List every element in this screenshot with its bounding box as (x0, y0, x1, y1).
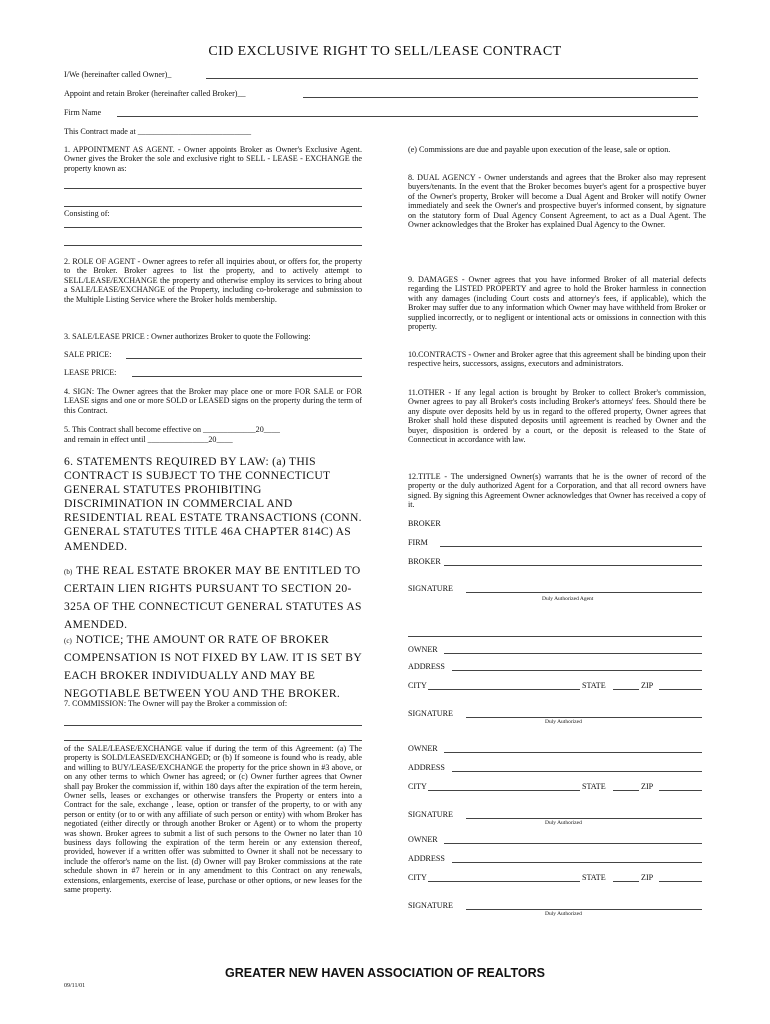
broker-label: BROKER (408, 557, 441, 566)
form-code: 09/11/01 (64, 983, 86, 989)
owner-name-label: I/We (hereinafter called Owner)_ (64, 70, 172, 79)
firm-name-label: Firm Name (64, 108, 102, 117)
section-6a-statements: 6. STATEMENTS REQUIRED BY LAW: (a) THIS CONTRACT IS SUBJECT TO THE CONNECTICUT GENERAL STATUTES PROHIBITING DISCRIMINATION IN COMMERCIAL AND RESIDENTIAL REAL ESTATE TRANSACTIONS (CONN. GENERAL STATUTES TITLE 46A CHAPTER 814C) AS AMENDED. (64, 455, 362, 553)
section-7e-due: (e) Commissions are due and payable upon execution of the lease, sale or option. (408, 145, 671, 154)
owner-3-label: OWNER (408, 835, 438, 844)
owner-name-line[interactable] (206, 78, 698, 79)
owner-3-duly-authorized: Duly Authorized (545, 911, 582, 917)
broker-name-line[interactable] (303, 97, 698, 98)
owner-2-city-label: CITY (408, 782, 427, 791)
owner-3-signature-line[interactable] (466, 909, 702, 910)
sale-price-label: SALE PRICE: (64, 350, 112, 359)
owner-3-zip-line[interactable] (659, 881, 702, 882)
broker-signature-label: SIGNATURE (408, 584, 453, 593)
contract-location: This Contract made at ____________________________ (64, 127, 252, 136)
section-11-other: 11.OTHER - If any legal action is brought by Broker to collect Broker's commission, Owner agrees to pay all Broker's costs including Broker's attorneys' fees. Should there be any dispute over deposits held by us in regard to the offered property, Owner agrees that Broker shall hold these disputed deposits until agreement is reached by Owner and the buyer, disposition is ordered by a court, or the deposit is released to the State of Connecticut in accordance with law. (408, 388, 706, 445)
section-10-contracts: 10.CONTRACTS - Owner and Broker agree that this agreement shall be binding upon their respective heirs, successors, assigns, executors and administrators. (408, 350, 706, 369)
section-5-until: and remain in effect until _______________20____ (64, 435, 233, 444)
owner-block-1-separator (408, 636, 702, 637)
firm-name-line[interactable] (117, 116, 698, 117)
section-6b (64, 561, 364, 633)
firm-label: FIRM (408, 538, 428, 547)
commission-line-2[interactable] (64, 740, 362, 741)
section-6c-text: NOTICE; THE AMOUNT OR RATE OF BROKER COMPENSATION IS NOT FIXED BY LAW. IT IS SET BY EACH BROKER INDIVIDUALLY AND MAY BE NEGOTIABLE BETWEEN YOU AND THE BROKER. (64, 633, 362, 700)
owner-3-line[interactable] (444, 843, 702, 844)
section-8-dual-agency: 8. DUAL AGENCY - Owner understands and agrees that the Broker also may represent buyers/tenants. In the event that the Broker becomes buyer's agent for a prospective buyer of the Owner's property, Broker will become a Dual Agent and Broker will notify Owner immediately and seek the Owner's and prospective buyer's informed consent, by signature on the statutory form of Dual Agency Consent Agreement, to act as a Dual Agent. The Owner acknowledges that the Broker has explained Dual Agency to the Owner. (408, 173, 706, 230)
owner-1-line[interactable] (444, 653, 702, 654)
owner-1-state-label: STATE (582, 681, 606, 690)
owner-3-city-line[interactable] (428, 881, 580, 882)
owner-3-address-label: ADDRESS (408, 854, 445, 863)
owner-1-signature-line[interactable] (466, 717, 702, 718)
consisting-label: Consisting of: (64, 209, 110, 218)
lease-price-line[interactable] (132, 376, 362, 377)
owner-1-address-label: ADDRESS (408, 662, 445, 671)
section-12-title: 12.TITLE - The undersigned Owner(s) warrants that he is the owner of record of the property or the duly authorized Agent for a Corporation, and that all record owners have signed. By signing this Agreement Owner acknowledges that Owner has received a copy of it. (408, 472, 706, 510)
owner-3-state-label: STATE (582, 873, 606, 882)
property-line-1[interactable] (64, 188, 362, 189)
consisting-line-2[interactable] (64, 245, 362, 246)
broker-heading: BROKER (408, 519, 441, 528)
owner-2-address-line[interactable] (452, 771, 702, 772)
sale-price-line[interactable] (126, 358, 362, 359)
broker-line[interactable] (444, 565, 702, 566)
owner-1-duly-authorized: Duly Authorized (545, 719, 582, 725)
association-name: GREATER NEW HAVEN ASSOCIATION OF REALTORS (225, 966, 545, 980)
owner-2-label: OWNER (408, 744, 438, 753)
owner-2-address-label: ADDRESS (408, 763, 445, 772)
duly-authorized-agent: Duly Authorized Agent (542, 596, 594, 602)
owner-2-signature-line[interactable] (466, 818, 702, 819)
owner-1-state-line[interactable] (613, 689, 639, 690)
section-1-appointment: 1. APPOINTMENT AS AGENT. - Owner appoints Broker as Owner's Exclusive Agent. Owner gives the Broker the sole and exclusive right to SELL - LEASE - EXCHANGE the property known as: (64, 145, 362, 173)
owner-3-state-line[interactable] (613, 881, 639, 882)
section-6b-text: THE REAL ESTATE BROKER MAY BE ENTITLED TO CERTAIN LIEN RIGHTS PURSUANT TO SECTION 20-325A OF THE CONNECTICUT GENERAL STATUTES AS AMENDED. (64, 564, 362, 631)
firm-line[interactable] (440, 546, 702, 547)
property-line-2[interactable] (64, 206, 362, 207)
commission-line-1[interactable] (64, 725, 362, 726)
section-4-sign: 4. SIGN: The Owner agrees that the Broker may place one or more FOR SALE or FOR LEASE signs and one or more SOLD or LEASED signs on the property during the term of this Contract. (64, 387, 362, 415)
lease-price-label: LEASE PRICE: (64, 368, 117, 377)
consisting-line-1[interactable] (64, 227, 362, 228)
owner-2-line[interactable] (444, 752, 702, 753)
owner-3-zip-label: ZIP (641, 873, 654, 882)
section-7-terms: of the SALE/LEASE/EXCHANGE value if during the term of this Agreement: (a) The property is SOLD/LEASED/EXCHANGED; or (b) If someone is found who is ready, able and willing to BUY/LEASE/EXCHANGE the property for the price shown in #3 above, or on any other terms to which Owner has agreed; or (c) Owner further agrees that Owner shall pay Broker the commission if, within 180 days after the expiration of the term herein, Owner sells, leases or exchanges or otherwise transfers the Property or enters into a Contract for the sale, exchange , lease, option or transfer of the property, to or with any person or entity (or to or with any affiliate of such person or entity) with whom Broker has negotiated (either directly or through another Broker or Agent) or to whom the property was shown. Broker agrees to submit a list of such persons to the Owner no later than 10 business days following the expiration of the term herein or any extension thereof, provided, however if a written offer was submitted to Owner it shall not be necessary to include the offeror's name on the list. (d) Owner will pay Broker commissions at the rate schedule shown in #7 herein or in any amendment to this Contract on any renewals, extensions, enlargements, exercise of lease, purchase or other options, or new leases for the same property. (64, 744, 362, 895)
owner-1-label: OWNER (408, 645, 438, 654)
owner-2-state-label: STATE (582, 782, 606, 791)
broker-signature-line[interactable] (466, 592, 702, 593)
owner-1-city-line[interactable] (428, 689, 580, 690)
owner-1-zip-label: ZIP (641, 681, 654, 690)
owner-3-address-line[interactable] (452, 862, 702, 863)
owner-1-city-label: CITY (408, 681, 427, 690)
owner-1-address-line[interactable] (452, 670, 702, 671)
owner-2-zip-label: ZIP (641, 782, 654, 791)
section-6c-mark: (c) (64, 637, 72, 645)
owner-1-zip-line[interactable] (659, 689, 702, 690)
section-6b-mark: (b) (64, 568, 73, 576)
section-5-effective: 5. This Contract shall become effective on _____________20____ (64, 425, 280, 434)
section-7-commission: 7. COMMISSION: The Owner will pay the Broker a commission of: (64, 699, 288, 708)
owner-2-state-line[interactable] (613, 790, 639, 791)
broker-appoint-label: Appoint and retain Broker (hereinafter called Broker)__ (64, 89, 246, 98)
owner-2-signature-label: SIGNATURE (408, 810, 453, 819)
owner-3-city-label: CITY (408, 873, 427, 882)
owner-1-signature-label: SIGNATURE (408, 709, 453, 718)
owner-2-duly-authorized: Duly Authorized (545, 820, 582, 826)
page-title: CID EXCLUSIVE RIGHT TO SELL/LEASE CONTRACT (208, 44, 562, 59)
owner-2-zip-line[interactable] (659, 790, 702, 791)
section-9-damages: 9. DAMAGES - Owner agrees that you have informed Broker of all material defects regarding the LISTED PROPERTY and agree to hold the Broker harmless in connection with any damages (including Court costs and attorney's fees, if applicable), which the Broker may suffer due to any information which Owner may have withheld from Broker or supplied incorrectly, or to negligent or intentional acts or omissions in connection with this property. (408, 275, 706, 332)
owner-2-city-line[interactable] (428, 790, 580, 791)
owner-3-signature-label: SIGNATURE (408, 901, 453, 910)
section-2-role-of-agent: 2. ROLE OF AGENT - Owner agrees to refer all inquiries about, or offers for, the property to the Broker. Broker agrees to list the property, and to actively attempt to SELL/LEASE/EXCHANGE the property and otherwise employ its services to bring about a SALE/LEASE/EXCHANGE of the Property, including co-brokerage and submission to the Multiple Listing Service where the Broker holds membership. (64, 257, 362, 304)
section-3-price: 3. SALE/LEASE PRICE : Owner authorizes Broker to quote the Following: (64, 332, 311, 341)
section-6c (64, 630, 364, 702)
